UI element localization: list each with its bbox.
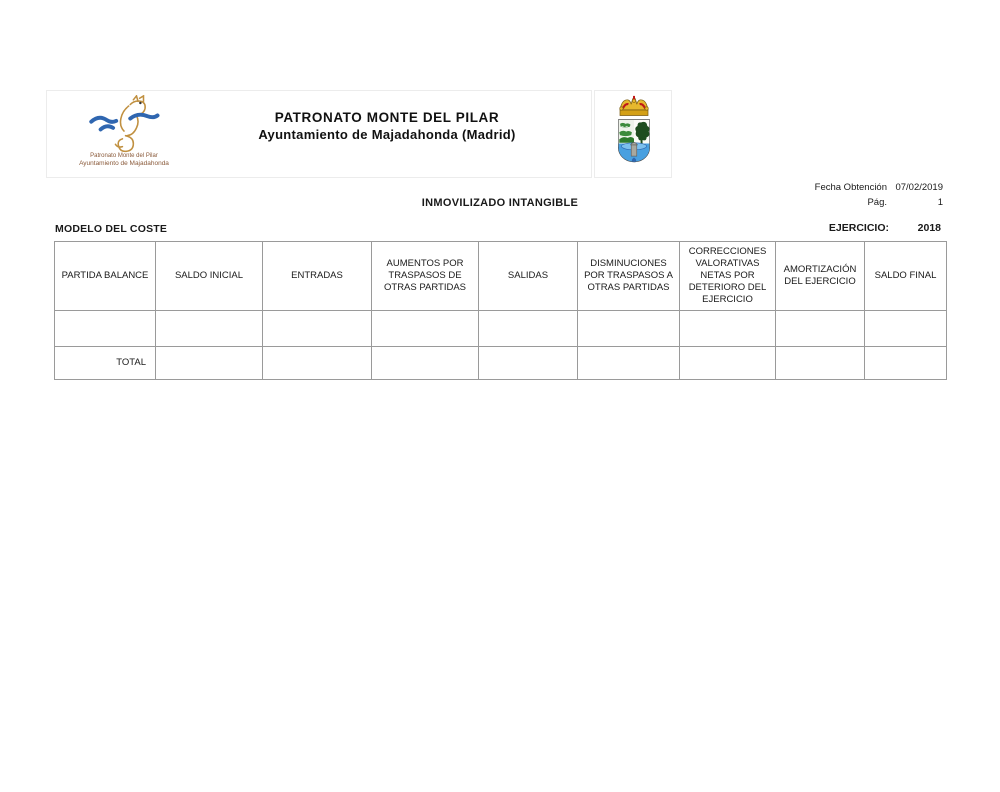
logo-caption-line2: Ayuntamiento de Majadahonda (79, 160, 169, 167)
total-label: TOTAL (55, 347, 156, 380)
page-number-value: 1 (937, 197, 943, 208)
org-name: PATRONATO MONTE DEL PILAR (274, 110, 500, 125)
org-municipality: Ayuntamiento de Majadahonda (Madrid) (258, 127, 516, 142)
model-label: MODELO DEL COSTE (55, 223, 168, 235)
column-header: SALDO FINAL (865, 242, 947, 311)
table-row (55, 311, 947, 347)
total-cell (776, 347, 865, 380)
data-cell (479, 311, 578, 347)
data-cell (865, 311, 947, 347)
data-cell (680, 311, 776, 347)
squirrel-logo-icon (85, 95, 163, 153)
header-band (46, 90, 592, 178)
data-cell (263, 311, 372, 347)
column-header: AUMENTOS POR TRASPASOS DE OTRAS PARTIDAS (372, 242, 479, 311)
column-header: SALIDAS (479, 242, 578, 311)
total-cell (578, 347, 680, 380)
crown (620, 96, 649, 116)
ejercicio-value: 2018 (917, 222, 941, 234)
total-cell (479, 347, 578, 380)
report-title: INMOVILIZADO INTANGIBLE (421, 197, 579, 209)
table-header-row (55, 242, 947, 311)
total-cell (372, 347, 479, 380)
ejercicio-block (829, 222, 941, 234)
data-cell (372, 311, 479, 347)
column-header: SALDO INICIAL (156, 242, 263, 311)
intangible-assets-table (54, 241, 947, 380)
total-row (55, 347, 947, 380)
coat-of-arms-icon (613, 95, 655, 171)
shield (619, 120, 650, 163)
column-header: DISMINUCIONES POR TRASPASOS A OTRAS PARTIDAS (578, 242, 680, 311)
logo-caption-line1: Patronato Monte del Pilar (90, 153, 158, 159)
total-cell (680, 347, 776, 380)
page-number-label: Pág. (867, 197, 887, 208)
total-cell (156, 347, 263, 380)
crest-band (594, 90, 672, 178)
fecha-obtencion-row (723, 180, 943, 195)
fecha-obtencion-value: 07/02/2019 (895, 182, 943, 193)
data-cell (156, 311, 263, 347)
total-cell (865, 347, 947, 380)
fecha-obtencion-label: Fecha Obtención (814, 182, 887, 193)
column-header: PARTIDA BALANCE (55, 242, 156, 311)
column-header: CORRECCIONES VALORATIVAS NETAS POR DETERIORO DEL EJERCICIO (680, 242, 776, 311)
column-header: ENTRADAS (263, 242, 372, 311)
wave-strokes (91, 115, 157, 130)
data-cell (55, 311, 156, 347)
data-cell (776, 311, 865, 347)
organization-title (187, 109, 587, 143)
column-header: AMORTIZACIÓN DEL EJERCICIO (776, 242, 865, 311)
organization-logo (59, 95, 189, 168)
total-cell (263, 347, 372, 380)
ejercicio-label: EJERCICIO: (828, 222, 889, 234)
squirrel-eye (139, 102, 141, 104)
data-cell (578, 311, 680, 347)
